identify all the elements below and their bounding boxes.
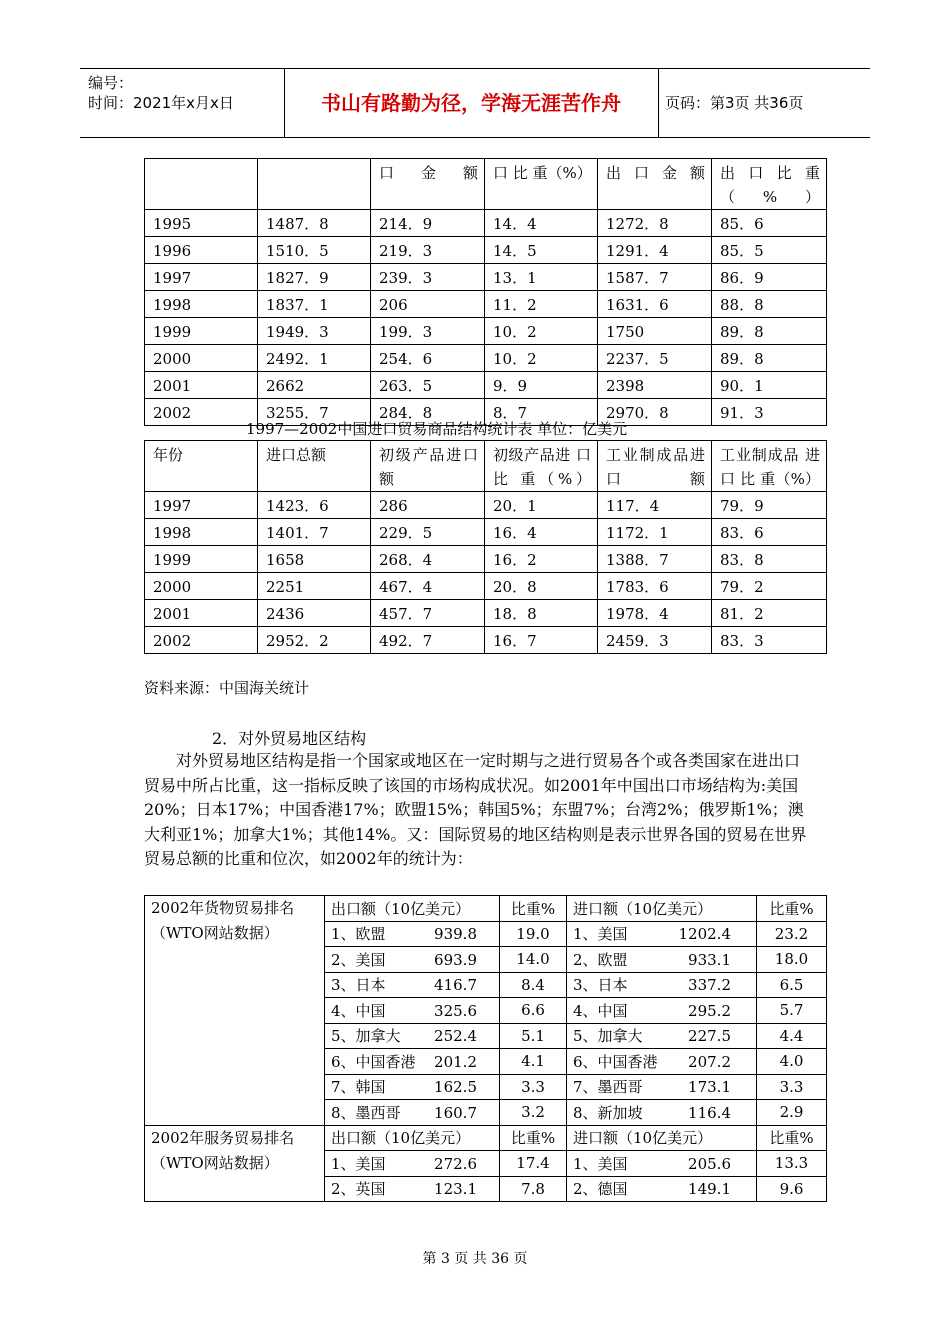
table-header-row [145, 441, 827, 492]
export-share: 8.4 [500, 972, 567, 998]
table-cell: 229．5 [371, 519, 485, 546]
export-header: 出口额（10亿美元） [325, 896, 500, 922]
section-title-line: 2002年服务贸易排名 [151, 1128, 295, 1147]
table-cell: 467．4 [371, 573, 485, 600]
table-row [145, 573, 827, 600]
import-share: 9.6 [757, 1176, 827, 1202]
table-cell: 268．4 [371, 546, 485, 573]
header-cell: 初级产品进 口 比 重（%） [485, 441, 598, 492]
import-cell [567, 921, 757, 947]
country-name: 1、美国 [331, 1154, 386, 1173]
doc-date-label: 时间：2021年x月x日 [88, 94, 234, 112]
table-cell: 1658 [258, 546, 371, 573]
table2-source: 资料来源：中国海关统计 [144, 679, 310, 697]
ranking-header-row [145, 1125, 827, 1151]
country-name: 5、加拿大 [331, 1027, 401, 1046]
table-cell: 16．4 [485, 519, 598, 546]
share-header: 比重% [500, 896, 567, 922]
table-cell: 14．5 [485, 237, 598, 264]
import-cell [567, 947, 757, 973]
export-value: 123.1 [434, 1180, 477, 1199]
table-cell: 83．6 [712, 519, 827, 546]
export-cell [325, 947, 500, 973]
export-cell [325, 1100, 500, 1126]
import-value: 149.1 [688, 1180, 731, 1199]
table-cell: 1401．7 [258, 519, 371, 546]
country-name: 1、美国 [573, 1154, 628, 1173]
table-row [145, 492, 827, 519]
country-name: 7、韩国 [331, 1078, 386, 1097]
table-row [145, 264, 827, 291]
table-cell: 86．9 [712, 264, 827, 291]
import-value: 227.5 [688, 1027, 731, 1046]
table-cell: 20．1 [485, 492, 598, 519]
table-cell: 13．1 [485, 264, 598, 291]
table-cell: 286 [371, 492, 485, 519]
table-cell: 1999 [145, 318, 258, 345]
country-name: 2、英国 [331, 1180, 386, 1199]
export-value: 416.7 [434, 976, 477, 995]
table-cell: 1272．8 [598, 210, 712, 237]
export-cell [325, 1023, 500, 1049]
import-value: 933.1 [688, 950, 731, 969]
table-cell: 2000 [145, 345, 258, 372]
page-header [80, 68, 870, 138]
country-name: 6、中国香港 [573, 1052, 658, 1071]
export-value: 325.6 [434, 1001, 477, 1020]
import-cell [567, 998, 757, 1024]
table-cell: 81．2 [712, 600, 827, 627]
export-cell [325, 1049, 500, 1075]
country-name: 2、欧盟 [573, 950, 628, 969]
table-cell: 1291．4 [598, 237, 712, 264]
table-cell: 83．8 [712, 546, 827, 573]
ranking-header-row [145, 896, 827, 922]
country-name: 1、欧盟 [331, 925, 386, 944]
table-cell: 254．6 [371, 345, 485, 372]
table-cell: 2237．5 [598, 345, 712, 372]
export-cell [325, 921, 500, 947]
export-value: 693.9 [434, 950, 477, 969]
import-cell [567, 1176, 757, 1202]
export-cell [325, 1151, 500, 1177]
table-cell: 199．3 [371, 318, 485, 345]
export-value: 160.7 [434, 1103, 477, 1122]
ranking-section-title [145, 896, 325, 1126]
country-name: 3、日本 [573, 976, 628, 995]
table-cell: 1783．6 [598, 573, 712, 600]
import-share: 2.9 [757, 1100, 827, 1126]
import-value: 173.1 [688, 1078, 731, 1097]
header-meta [88, 73, 278, 113]
import-value: 337.2 [688, 976, 731, 995]
table-cell: 457．7 [371, 600, 485, 627]
header-page-label: 页码：第3页 共36页 [665, 94, 804, 112]
table-cell: 1487．8 [258, 210, 371, 237]
country-name: 6、中国香港 [331, 1052, 416, 1071]
export-value: 201.2 [434, 1052, 477, 1071]
export-cell [325, 998, 500, 1024]
section-heading: 2．对外贸易地区结构 [212, 729, 367, 748]
table-cell: 85．6 [712, 210, 827, 237]
table-row [145, 627, 827, 654]
import-value: 205.6 [688, 1154, 731, 1173]
import-cell [567, 1023, 757, 1049]
header-cell: 工业制成品 进 口 比 重（%） [712, 441, 827, 492]
header-cell [258, 159, 371, 210]
country-name: 8、墨西哥 [331, 1103, 401, 1122]
export-value: 162.5 [434, 1078, 477, 1097]
country-name: 7、墨西哥 [573, 1078, 643, 1097]
table-cell: 1978．4 [598, 600, 712, 627]
header-cell: 初级产品进口额 [371, 441, 485, 492]
table-cell: 90．1 [712, 372, 827, 399]
export-share: 3.2 [500, 1100, 567, 1126]
table-row [145, 546, 827, 573]
import-share: 3.3 [757, 1074, 827, 1100]
import-share: 6.5 [757, 972, 827, 998]
table-cell: 91．3 [712, 399, 827, 426]
table-row [145, 237, 827, 264]
import-share: 4.4 [757, 1023, 827, 1049]
import-share: 13.3 [757, 1151, 827, 1177]
table-cell: 2398 [598, 372, 712, 399]
import-share: 4.0 [757, 1049, 827, 1075]
table-cell: 1827．9 [258, 264, 371, 291]
import-value: 1202.4 [678, 925, 731, 944]
table-cell: 16．7 [485, 627, 598, 654]
table-cell: 1423．6 [258, 492, 371, 519]
trade-table-1 [144, 158, 827, 426]
table-cell: 1388．7 [598, 546, 712, 573]
doc-number-label: 编号： [88, 74, 134, 92]
table-row [145, 345, 827, 372]
export-value: 252.4 [434, 1027, 477, 1046]
import-cell [567, 1074, 757, 1100]
table-cell: 1999 [145, 546, 258, 573]
table-cell: 1172．1 [598, 519, 712, 546]
import-cell [567, 1049, 757, 1075]
table-cell: 1510．5 [258, 237, 371, 264]
table-cell: 2436 [258, 600, 371, 627]
header-cell: 工业制成品进口额 [598, 441, 712, 492]
section-title-note: （WTO网站数据） [151, 1153, 279, 1172]
export-header: 出口额（10亿美元） [325, 1125, 500, 1151]
table-cell: 18．8 [485, 600, 598, 627]
header-cell: 出 口 比 重（%） [712, 159, 827, 210]
export-share: 14.0 [500, 947, 567, 973]
table-header-row [145, 159, 827, 210]
table-row [145, 519, 827, 546]
export-cell [325, 972, 500, 998]
table-cell: 1750 [598, 318, 712, 345]
table-cell: 1587．7 [598, 264, 712, 291]
table-row [145, 372, 827, 399]
country-name: 4、中国 [331, 1001, 386, 1020]
header-cell: 出口金额 [598, 159, 712, 210]
export-value: 272.6 [434, 1154, 477, 1173]
country-name: 5、加拿大 [573, 1027, 643, 1046]
table-cell: 284．8 [371, 399, 485, 426]
table-cell: 89．8 [712, 345, 827, 372]
table-cell: 1995 [145, 210, 258, 237]
export-cell [325, 1074, 500, 1100]
table-cell: 2492．1 [258, 345, 371, 372]
import-value: 295.2 [688, 1001, 731, 1020]
table-cell: 88．8 [712, 291, 827, 318]
export-share: 7.8 [500, 1176, 567, 1202]
table-cell: 10．2 [485, 345, 598, 372]
table-cell: 1996 [145, 237, 258, 264]
table-cell: 2002 [145, 627, 258, 654]
header-cell: 年份 [145, 441, 258, 492]
table-cell: 1837．1 [258, 291, 371, 318]
import-value: 116.4 [688, 1103, 731, 1122]
table-cell: 85．5 [712, 237, 827, 264]
header-cell [145, 159, 258, 210]
table-cell: 263．5 [371, 372, 485, 399]
section-title-line: 2002年货物贸易排名 [151, 899, 295, 917]
table-row [145, 318, 827, 345]
section-title-note: （WTO网站数据） [151, 924, 279, 942]
import-cell [567, 972, 757, 998]
import-structure-table [144, 440, 827, 654]
table-row [145, 210, 827, 237]
header-cell: 口 比 重（%） [485, 159, 598, 210]
table-cell: 11．2 [485, 291, 598, 318]
table-cell: 20．8 [485, 573, 598, 600]
table-cell: 239．3 [371, 264, 485, 291]
section-paragraph: 对外贸易地区结构是指一个国家或地区在一定时期与之进行贸易各个或各类国家在进出口贸易中所占比重，这一指标反映了该国的市场构成状况。如2001年中国出口市场结构为:美国20%；日本17%；中国香港17%；欧盟15%；韩国5%；东盟7%；台湾2%；俄罗斯1%；澳大利亚1%；加拿大1%；其他14%。又：国际贸易的地区结构则是表示世界各国的贸易在世界贸易总额的比重和位次，如2002年的统计为： [144, 751, 807, 868]
table-cell: 2952．2 [258, 627, 371, 654]
header-motto: 书山有路勤为径，学海无涯苦作舟 [321, 91, 621, 115]
table-cell: 79．2 [712, 573, 827, 600]
table-cell: 14．4 [485, 210, 598, 237]
table-cell: 89．8 [712, 318, 827, 345]
import-cell [567, 1151, 757, 1177]
import-header: 进口额（10亿美元） [567, 896, 757, 922]
ranking-section-title [145, 1125, 325, 1202]
table-cell: 2001 [145, 600, 258, 627]
header-cell: 进口总额 [258, 441, 371, 492]
table-cell: 2251 [258, 573, 371, 600]
page-footer: 第 3 页 共 36 页 [422, 1251, 528, 1267]
table-cell: 10．2 [485, 318, 598, 345]
share-header: 比重% [757, 896, 827, 922]
export-share: 6.6 [500, 998, 567, 1024]
import-share: 23.2 [757, 921, 827, 947]
import-share: 18.0 [757, 947, 827, 973]
export-share: 19.0 [500, 921, 567, 947]
country-name: 1、美国 [573, 925, 628, 944]
country-name: 3、日本 [331, 976, 386, 995]
table2-caption: 1997—2002中国进口贸易商品结构统计表 单位：亿美元 [246, 420, 628, 438]
table-cell: 3255．7 [258, 399, 371, 426]
export-cell [325, 1176, 500, 1202]
import-cell [567, 1100, 757, 1126]
table-row [145, 291, 827, 318]
share-header: 比重% [500, 1125, 567, 1151]
share-header: 比重% [757, 1125, 827, 1151]
header-divider [658, 69, 659, 137]
export-value: 939.8 [434, 925, 477, 944]
table-cell: 79．9 [712, 492, 827, 519]
country-name: 2、美国 [331, 950, 386, 969]
table-cell: 214．9 [371, 210, 485, 237]
table-cell: 16．2 [485, 546, 598, 573]
table-cell: 2001 [145, 372, 258, 399]
table-cell: 1997 [145, 264, 258, 291]
country-name: 2、德国 [573, 1180, 628, 1199]
table-cell: 492．7 [371, 627, 485, 654]
import-share: 5.7 [757, 998, 827, 1024]
country-name: 4、中国 [573, 1001, 628, 1020]
export-share: 17.4 [500, 1151, 567, 1177]
table-cell: 219．3 [371, 237, 485, 264]
country-name: 8、新加坡 [573, 1103, 643, 1122]
export-share: 5.1 [500, 1023, 567, 1049]
table-cell: 1998 [145, 519, 258, 546]
table-cell: 8．7 [485, 399, 598, 426]
table-cell: 2662 [258, 372, 371, 399]
import-value: 207.2 [688, 1052, 731, 1071]
table-cell: 9．9 [485, 372, 598, 399]
wto-ranking-table [144, 895, 827, 1202]
table-cell: 1949．3 [258, 318, 371, 345]
table-cell: 2970．8 [598, 399, 712, 426]
table-cell: 2459．3 [598, 627, 712, 654]
table-cell: 2002 [145, 399, 258, 426]
export-share: 4.1 [500, 1049, 567, 1075]
header-cell: 口金额 [371, 159, 485, 210]
table-cell: 2000 [145, 573, 258, 600]
table-row [145, 600, 827, 627]
table-cell: 1997 [145, 492, 258, 519]
table-cell: 117．4 [598, 492, 712, 519]
table-cell: 206 [371, 291, 485, 318]
table-cell: 83．3 [712, 627, 827, 654]
table-cell: 1631．6 [598, 291, 712, 318]
export-share: 3.3 [500, 1074, 567, 1100]
table-cell: 1998 [145, 291, 258, 318]
import-header: 进口额（10亿美元） [567, 1125, 757, 1151]
